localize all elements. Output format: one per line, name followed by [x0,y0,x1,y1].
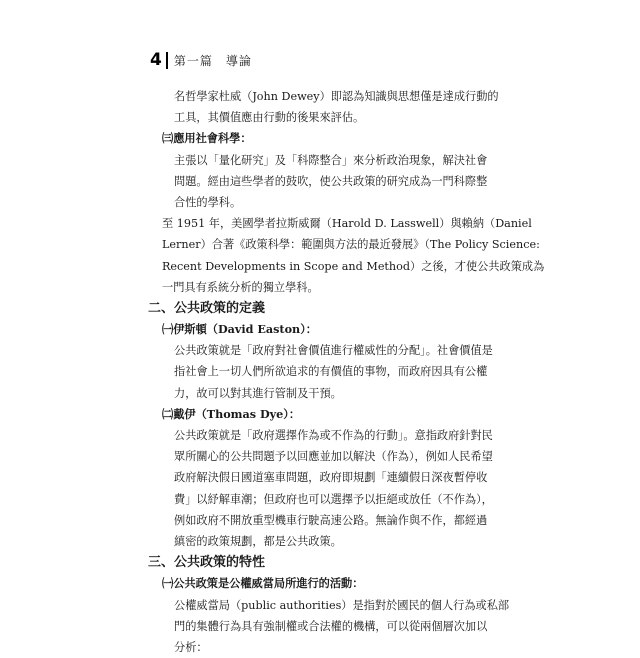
body-line: 縝密的政策規劃，都是公共政策。 [174,534,342,548]
body-line: 力，故可以對其進行管制及干預。 [174,386,342,400]
header-divider [166,52,168,69]
body-line: 工具，其價值應由行動的後果來評估。 [174,111,365,125]
body-line: 公共政策就是「政府對社會價值進行權威性的分配」。社會價值是 [174,344,493,358]
body-line: 費」以紓解車潮；但政府也可以選擇予以拒絕或放任（不作為）， [174,492,493,506]
body-line: 分析： [174,640,208,654]
page-number: 4 [150,50,162,70]
body-line: Lerner）合著《政策科學：範圍與方法的最近發展》（The Policy Science: [162,238,540,252]
body-line: 問題。經由這些學者的鼓吹，使公共政策的研究成為一門科際整 [174,174,488,188]
body-line: 公共政策就是「政府選擇作為或不作為的行動」。意指政府針對民 [174,429,493,442]
page-header [150,47,252,73]
body-line: 指社會上一切人們所欲追求的有價值的事物，而政府因具有公權 [174,365,488,379]
body-line: 主張以「量化研究」及「科際整合」來分析政治現象，解決社會 [174,153,488,167]
body-line: 合性的學科。 [174,195,242,209]
body-line: 一門具有系統分析的獨立學科。 [162,280,319,294]
body-line: 例如政府不開放重型機車行駛高速公路。無論作與不作，都經過 [174,513,488,527]
section-heading: 二、公共政策的定義 [148,300,266,316]
subsection-heading: ㈡戴伊（Thomas Dye）： [162,406,301,421]
section-heading: 三、公共政策的特性 [148,555,266,571]
body-line: 名哲學家杜威（John Dewey）即認為知識與思想僅是達成行動的 [174,90,499,103]
subsection-heading: ㈠伊斯頓（David Easton）： [162,322,317,337]
chapter-title: 第一篇 導論 [173,53,252,68]
body-line: 政府解決假日國道塞車問題，政府即規劃「連續假日深夜暫停收 [174,471,488,485]
body-line: 眾所關心的公共問題予以回應並加以解決（作為），例如人民希望 [174,450,493,464]
body-line: 至 1951 年，美國學者拉斯威爾（Harold D. Lasswell）與賴納（Daniel [162,217,532,231]
body-line: 公權威當局（public authorities）是指對於國民的個人行為或私部 [174,598,510,612]
body-line: Recent Developments in Scope and Method）之後，才使公共政策成為 [162,259,545,273]
subsection-heading: ㈠公共政策是公權威當局所進行的活動： [162,576,364,591]
body-line: 門的集體行為具有強制權或合法權的機構，可以從兩個層次加以 [174,619,488,633]
page-body [148,86,545,658]
subsection-heading: ㈢應用社會科學： [162,131,252,146]
